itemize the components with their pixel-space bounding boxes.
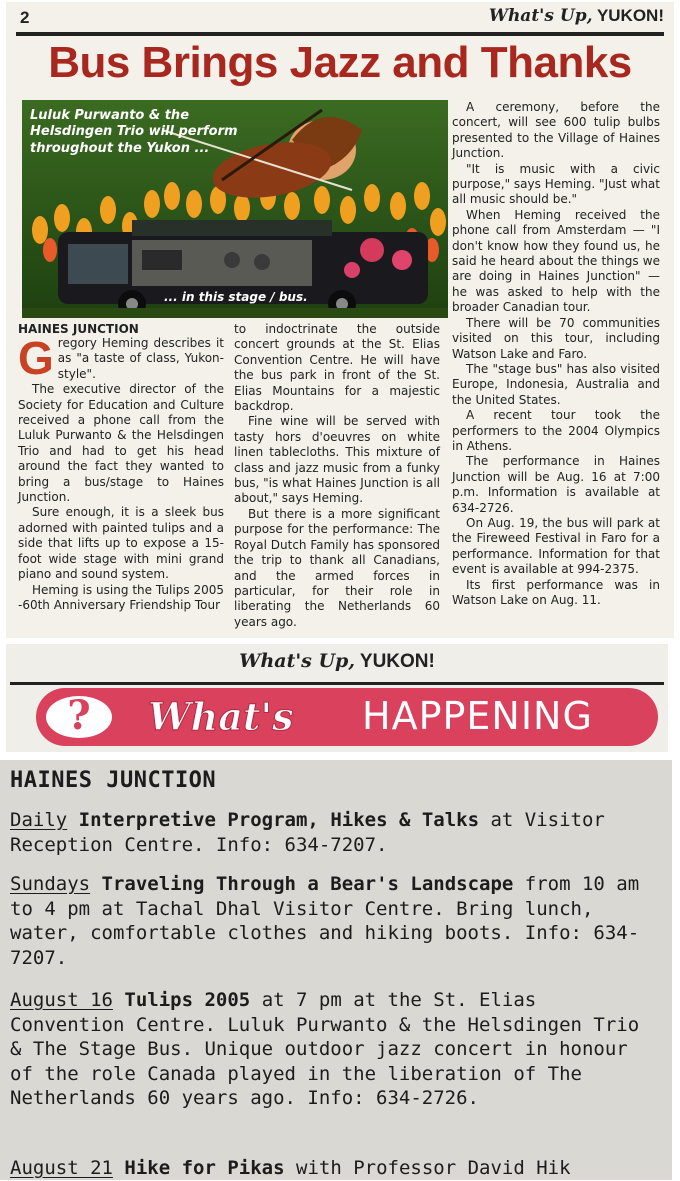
list-item bbox=[10, 988, 660, 1111]
list-item bbox=[10, 1156, 660, 1181]
article-column-1 bbox=[18, 322, 224, 613]
page-number: 2 bbox=[20, 8, 30, 27]
masthead-rule bbox=[16, 32, 664, 36]
event-date: Sundays bbox=[10, 873, 91, 895]
paragraph: The "stage bus" has also visited Europe, Indonesia, Australia and the United States. bbox=[452, 361, 660, 407]
masthead-yukon: YUKON! bbox=[596, 6, 664, 25]
masthead-yukon: YUKON! bbox=[359, 651, 435, 672]
paragraph: to indoctrinate the outside concert grounds at the St. Elias Convention Centre. He will have the bus park in front of the St. Elias Mountains for a majestic backdrop. bbox=[234, 322, 440, 414]
paragraph bbox=[18, 332, 224, 384]
masthead bbox=[6, 650, 668, 673]
photo-caption-top: Luluk Purwanto & the Helsdingen Trio will perform throughout the Yukon ... bbox=[30, 108, 238, 156]
paragraph: Its first performance was in Watson Lake on Aug. 11. bbox=[452, 577, 660, 607]
paragraph: Fine wine will be served with tasty hors d'oeuvres on white linen tablecloths. This mixture of class and jazz music from a funky bus, "is what Haines Junction is all about," says Heming. bbox=[234, 414, 440, 506]
dropcap: G bbox=[18, 332, 54, 384]
event-date: August 21 bbox=[10, 1157, 113, 1179]
paragraph: Sure enough, it is a sleek bus adorned with painted tulips and a side that lifts up to expose a 15-foot wide stage with mini grand piano and sound system. bbox=[18, 505, 224, 582]
event-details: at Visitor Reception Centre. Info: 634-7207. bbox=[10, 809, 605, 856]
paragraph-text: regory Heming describes it as "a taste of class, Yukon-style". bbox=[57, 336, 224, 381]
event-details: from 10 am to 4 pm at Tachal Dhal Visitor Centre. Bring lunch, water, comfortable clothes and hiking boots. Info: 634-7207. bbox=[10, 873, 640, 969]
event-date: August 16 bbox=[10, 989, 113, 1011]
masthead-script: What's Up, bbox=[239, 650, 355, 672]
listings-clipping bbox=[0, 760, 672, 1180]
question-mark-icon: ? bbox=[42, 692, 116, 742]
paragraph: On Aug. 19, the bus will park at the Fireweed Festival in Faro for a performance. Information for that event is available at 994-2375. bbox=[452, 515, 660, 577]
paragraph: When Heming received the phone call from Amsterdam — "I don't know how they found us, he said he heard about the things we are doing in Haines Junction" — he was asked to help with the broader Canadian tour. bbox=[452, 207, 660, 315]
event-details: with Professor David Hik bbox=[284, 1157, 571, 1179]
listings-heading: HAINES JUNCTION bbox=[10, 768, 217, 793]
banner-title-caps: HAPPENING bbox=[362, 694, 593, 738]
paragraph: The performance in Haines Junction will be Aug. 16 at 7:00 p.m. Information is available at 634-2726. bbox=[452, 454, 660, 515]
event-title: Interpretive Program, Hikes & Talks bbox=[78, 809, 480, 831]
paragraph: There will be 70 communities visited on this tour, including Watson Lake and Faro. bbox=[452, 315, 660, 361]
article-photo bbox=[22, 100, 448, 318]
event-title: Traveling Through a Bear's Landscape bbox=[101, 873, 514, 895]
paragraph: "It is music with a civic purpose," says Heming. "Just what all music should be." bbox=[452, 161, 660, 207]
list-item bbox=[10, 808, 660, 857]
masthead-rule bbox=[10, 682, 664, 685]
article-column-2 bbox=[234, 322, 440, 630]
masthead-script: What's Up, bbox=[488, 6, 593, 26]
article-column-3 bbox=[452, 100, 660, 608]
paragraph: Heming is using the Tulips 2005 -60th Anniversary Friendship Tour bbox=[18, 582, 224, 612]
headline: Bus Brings Jazz and Thanks bbox=[48, 38, 632, 87]
event-date: Daily bbox=[10, 809, 68, 831]
paragraph: But there is a more significant purpose for the performance: The Royal Dutch Family has sponsored the trip to thank all Canadians, and the armed forces in particular, for their role in liberating the Netherlands 60 years ago. bbox=[234, 506, 440, 629]
event-title: Tulips 2005 bbox=[124, 989, 251, 1011]
event-title: Hike for Pikas bbox=[124, 1157, 285, 1179]
paragraph: A ceremony, before the concert, will see 600 tulip bulbs presented to the Village of Haines Junction. bbox=[452, 100, 660, 161]
photo-caption-bottom: ... in this stage / bus. bbox=[164, 290, 308, 304]
event-details: at 7 pm at the St. Elias Convention Centre. Luluk Purwanto & the Helsdingen Trio & The Stage Bus. Unique outdoor jazz concert in honour of the role Canada played in the liberation of The Netherlands 60 years ago. Info: 634-2726. bbox=[10, 989, 640, 1109]
banner-title-script: What's bbox=[148, 694, 294, 739]
whats-happening-banner bbox=[36, 688, 658, 746]
paragraph: A recent tour took the performers to the 2004 Olympics in Athens. bbox=[452, 408, 660, 453]
masthead bbox=[489, 6, 664, 26]
banner-clipping bbox=[6, 644, 668, 752]
dateline: HAINES JUNCTION bbox=[18, 322, 139, 336]
paragraph: The executive director of the Society for Education and Culture received a phone call from the Luluk Purwanto & the Helsdingen Trio and had to get his head around the fact they wanted to bring a bus/stage to Haines Junction. bbox=[18, 382, 224, 505]
list-item bbox=[10, 872, 660, 970]
